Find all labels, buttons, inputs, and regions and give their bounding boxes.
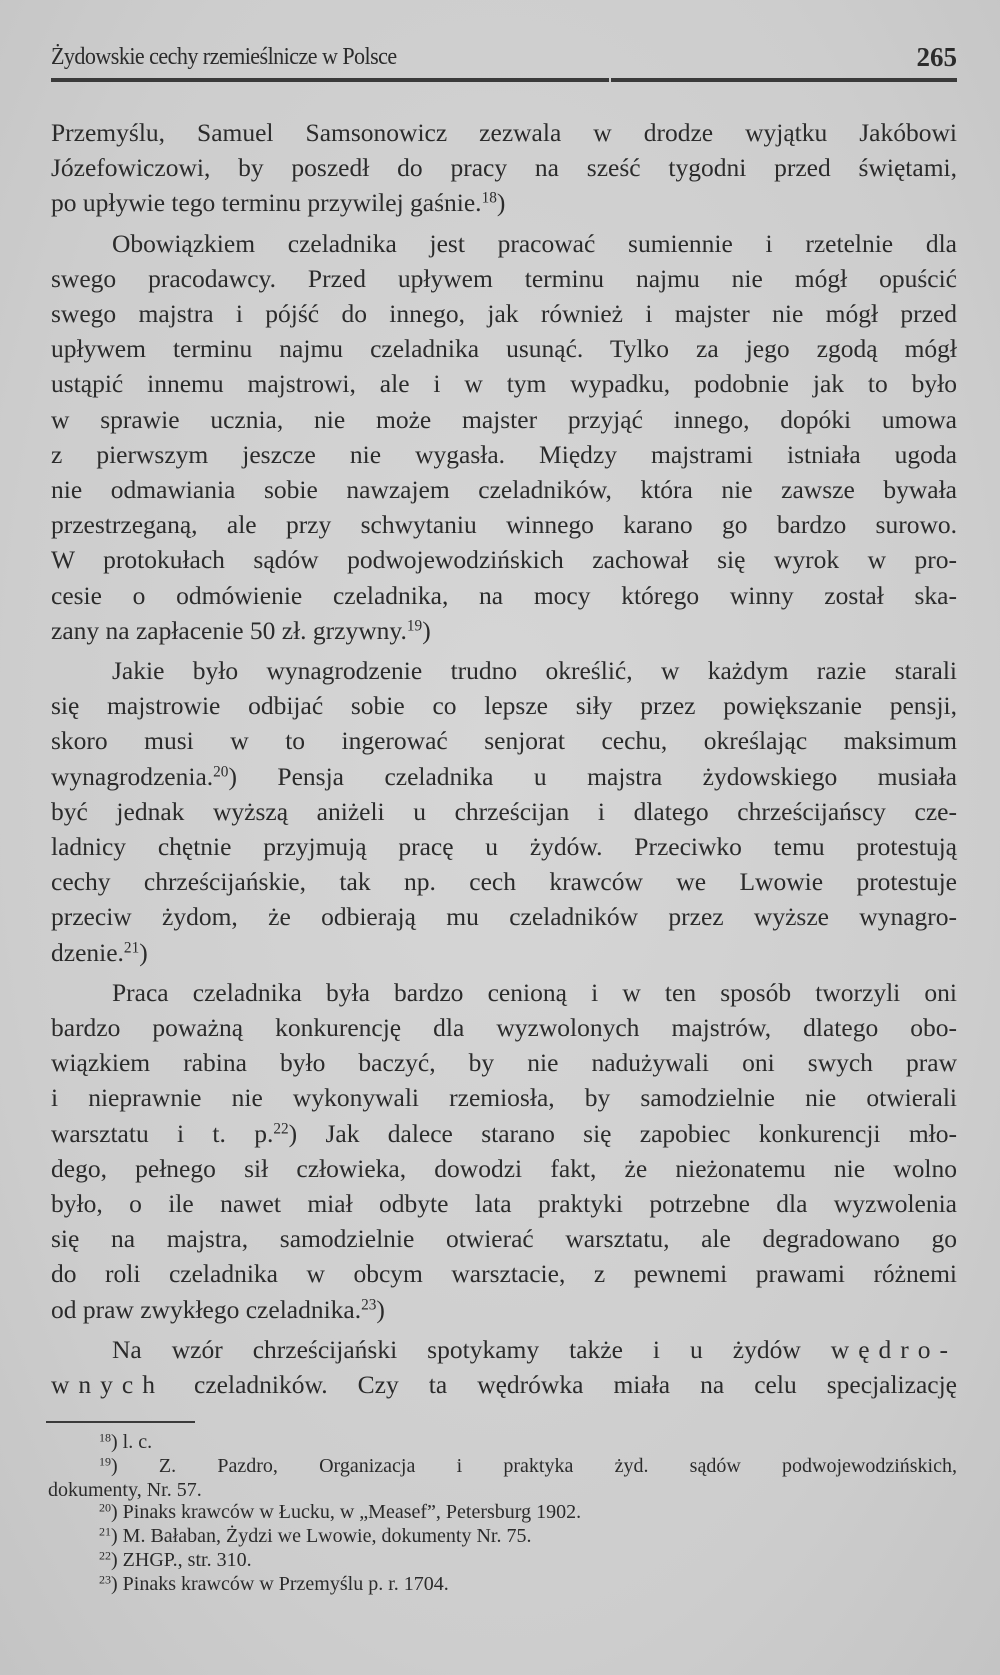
text-line [51, 760, 957, 794]
footnote-number: 20 [99, 1500, 111, 1515]
footnote-paren: ) [111, 1573, 123, 1595]
footnote-ref: 23 [361, 1296, 377, 1314]
text-segment: cesie o odmówienie czeladnika, na mocy którego winny został ska- [51, 580, 957, 610]
text-segment: swego majstra i pójść do innego, jak również i majster nie mógł przed [51, 299, 957, 328]
text-segment: przestrzeganą, ale przy schwytaniu winnego karano go bardzo surowo. [51, 510, 957, 540]
text-segment: w sprawie ucznia, nie może majster przyjąć innego, dopóki umowa [51, 404, 957, 434]
text-segment: ) Jak dalece starano się zapobiec konkurencji mło- [288, 1118, 958, 1148]
text-segment: W protokułach sądów podwojewodzińskich zachował się wyrok w pro- [51, 545, 957, 575]
footnote-text: ZHGP., str. 310. [122, 1549, 252, 1571]
footnote-ref: 19 [406, 617, 423, 635]
text-line [51, 579, 957, 613]
text-segment: Obowiązkiem czeladnika jest pracować sumiennie i rzetelnie dla [112, 228, 957, 258]
text-segment: się majstrowie odbijać sobie co lepsze siły przez powiększanie pensji, [51, 691, 957, 721]
text-segment: i nieprawnie nie wykonywali rzemiosła, by samodzielnie nie otwierali [51, 1083, 957, 1113]
text-line [51, 1222, 957, 1256]
text-segment: ) [139, 937, 148, 967]
text-segment: zany na zapłacenie 50 zł. grzywny. [51, 615, 407, 645]
footnote-number: 18 [99, 1430, 111, 1445]
text-line [51, 1046, 957, 1080]
footnote [99, 1431, 152, 1453]
spaced-text: wnych [51, 1370, 164, 1399]
text-segment: skoro musi w to ingerować senjorat cechu, określając maksimum [51, 726, 957, 756]
footnote-ref: 20 [213, 763, 229, 781]
footnote-number: 19 [99, 1454, 111, 1469]
text-segment: przeciw żydom, że odbierają mu czeladników przez wyższe wynagro- [51, 902, 957, 932]
footnote-paren: ) [111, 1455, 159, 1477]
text-segment: ) [422, 615, 431, 645]
text-segment: Przemyślu, Samuel Samsonowicz zezwala w drodze wyjątku Jakóbowi [51, 118, 957, 147]
footnote-number: 22 [99, 1548, 111, 1563]
footnote [99, 1501, 581, 1523]
footnote-paren: ) [111, 1525, 123, 1547]
text-line [51, 367, 957, 401]
text-segment: z pierwszym jeszcze nie wygasła. Między majstrami istniała ugoda [51, 439, 957, 469]
text-segment: Jakie było wynagrodzenie trudno określić, w każdym razie starali [112, 656, 957, 685]
text-line [51, 1368, 957, 1402]
text-line [51, 116, 957, 150]
text-segment: od praw zwykłego czeladnika. [51, 1294, 362, 1324]
footnote-text: M. Bałaban, Żydzi we Lwowie, dokumenty Nr. 75. [122, 1525, 532, 1547]
footnote-paren: ) [111, 1501, 123, 1523]
footnote [99, 1455, 957, 1477]
header-rule [611, 78, 957, 82]
text-segment: być jednak wyższą aniżeli u chrześcijan i dlatego chrześcijańscy cze- [51, 796, 957, 826]
footnote [99, 1549, 252, 1571]
text-line [51, 1293, 957, 1327]
text-line [51, 1011, 957, 1045]
footnote-text: l. c. [122, 1431, 153, 1453]
text-line [51, 614, 957, 648]
text-line [51, 262, 957, 296]
footnote [99, 1525, 531, 1547]
footnote-text: Pinaks krawców w Łucku, w „Measef”, Petersburg 1902. [122, 1501, 582, 1523]
text-segment: wynagrodzenia. [51, 761, 214, 791]
text-line [112, 976, 957, 1010]
footnote-continuation: dokumenty, Nr. 57. [48, 1479, 202, 1501]
text-line [51, 724, 957, 758]
text-line [112, 654, 957, 688]
text-line [51, 795, 957, 829]
text-line [51, 473, 957, 507]
text-segment: upływem terminu najmu czeladnika usunąć. Tylko za jego zgodą mógł [51, 334, 957, 364]
footnote-ref: 21 [123, 939, 140, 957]
text-segment: bardzo poważną konkurencję dla wyzwolonych majstrów, dlatego obo- [51, 1013, 957, 1042]
footnote-number: 23 [99, 1572, 111, 1587]
text-line [51, 1152, 957, 1186]
text-segment: dzenie. [51, 937, 124, 967]
text-segment: swego pracodawcy. Przed upływem terminu najmu nie mógł opuścić [51, 263, 957, 293]
text-line [51, 689, 957, 723]
text-segment: ustąpić innemu majstrowi, ale i w tym wypadku, podobnie jak to było [51, 369, 957, 399]
text-line [51, 830, 957, 864]
text-line [51, 1081, 957, 1115]
text-line [51, 543, 957, 577]
header-rule [51, 78, 609, 82]
text-segment: ladnicy chętnie przyjmują pracę u żydów. Przeciwko temu protestują [51, 832, 957, 861]
text-segment: ) Pensja czeladnika u majstra żydowskiego musiała [228, 761, 957, 791]
text-line [51, 186, 957, 220]
text-line [51, 936, 957, 970]
text-line [51, 900, 957, 934]
text-line [51, 297, 957, 331]
text-segment: Na wzór chrześcijański spotykamy także i u żydów [112, 1334, 831, 1364]
text-segment: czeladników. Czy ta wędrówka miała na celu specjalizację [163, 1370, 957, 1399]
footnote-paren: ) [111, 1549, 123, 1571]
footnote-text: Z. Pazdro, Organizacja i praktyka żyd. sądów podwojewodzińskich, [158, 1455, 957, 1477]
footnote-rule [46, 1421, 195, 1423]
text-segment: po upływie tego terminu przywilej gaśnie. [51, 188, 482, 218]
text-line [112, 227, 957, 261]
text-segment: Praca czeladnika była bardzo cenioną i w ten sposób tworzyli oni [112, 977, 957, 1007]
text-line [51, 508, 957, 542]
text-segment: było, o ile nawet miał odbyte lata praktyki potrzebne dla wyzwolenia [51, 1189, 957, 1218]
page-number: 265 [916, 42, 957, 72]
text-segment: nie odmawiania sobie nawzajem czeladników, która nie zawsze bywała [51, 475, 957, 504]
text-line [51, 332, 957, 366]
text-segment: wiązkiem rabina było baczyć, by nie nadużywali oni swych praw [51, 1048, 957, 1078]
text-line [51, 1117, 957, 1151]
text-line [51, 865, 957, 899]
footnote-paren: ) [111, 1431, 123, 1453]
text-segment: cechy chrześcijańskie, tak np. cech krawców we Lwowie protestuje [51, 867, 957, 897]
text-segment: się na majstra, samodzielnie otwierać warsztatu, ale degradowano go [51, 1224, 957, 1254]
footnote-ref: 22 [273, 1120, 289, 1138]
text-segment: ) [496, 188, 506, 218]
text-segment: Józefowiczowi, by poszedł do pracy na sześć tygodni przed świętami, [51, 153, 957, 183]
text-segment: warsztatu i t. p. [51, 1118, 274, 1148]
text-segment: ) [376, 1294, 385, 1324]
text-line [112, 1333, 957, 1367]
footnote-ref: 18 [481, 189, 497, 207]
text-line [51, 1187, 957, 1221]
footnote-text: Pinaks krawców w Przemyślu p. r. 1704. [122, 1573, 449, 1595]
spaced-text: wędro- [830, 1334, 957, 1364]
footnote [99, 1573, 449, 1595]
text-line [51, 438, 957, 472]
text-line [51, 151, 957, 185]
text-line [51, 1257, 957, 1291]
footnote-number: 21 [99, 1524, 111, 1539]
text-segment: dego, pełnego sił człowieka, dowodzi fakt, że nieżonatemu nie wolno [51, 1153, 957, 1183]
text-segment: do roli czeladnika w obcym warsztacie, z pewnemi prawami różnemi [51, 1259, 957, 1289]
running-title: Żydowskie cechy rzemieślnicze w Polsce [51, 44, 397, 70]
text-line [51, 403, 957, 437]
